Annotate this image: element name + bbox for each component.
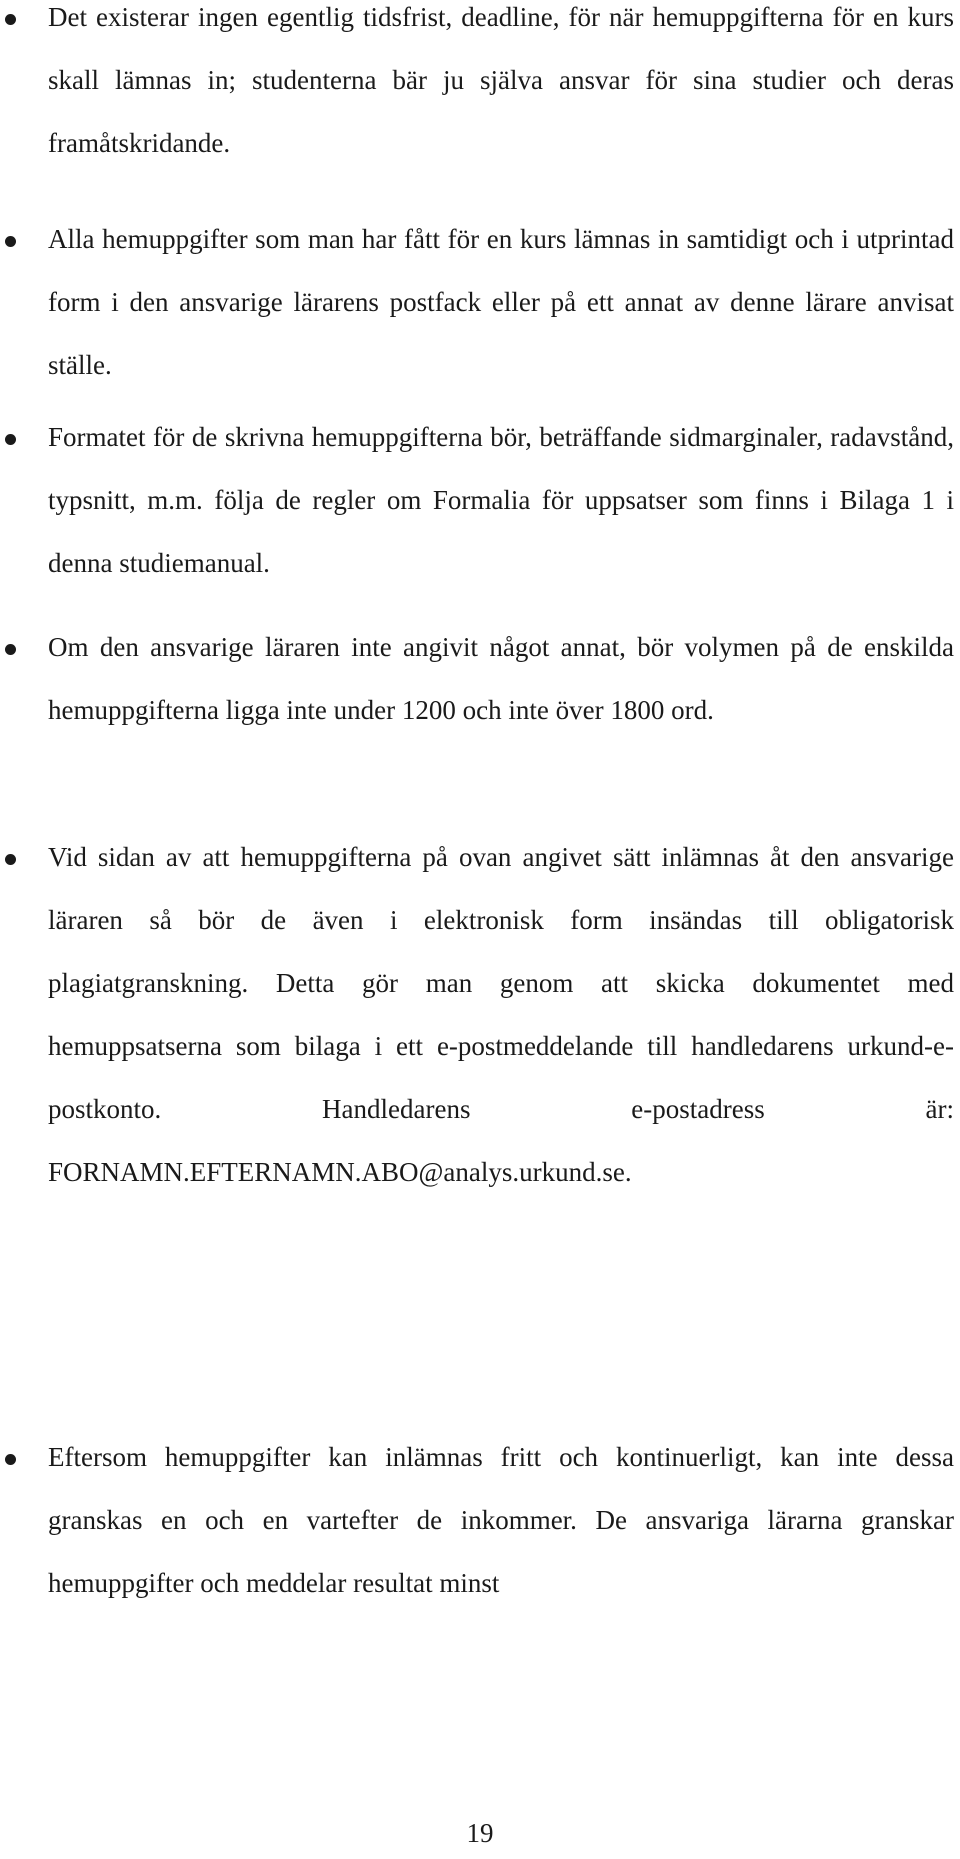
- bullet-text: Alla hemuppgifter som man har fått för en kurs lämnas in samtidigt och i utprintad form i den ansvarige lärarens postfack eller på ett annat av denne lärare anvisat ställe.: [48, 224, 954, 380]
- bullet-icon: [5, 644, 16, 655]
- bullet-text: Vid sidan av att hemuppgifterna på ovan angivet sätt inlämnas åt den ansvarige läraren så bör de även i elektronisk form insändas till obligatorisk plagiatgranskning. Detta gör man genom att skicka dokumentet med hemuppsatserna som bilaga i ett e-postmeddelande till handledarens urkund-e-postkonto. Handledarens e-postadress är: FORNAMN.EFTERNAMN.ABO@analys.urkund.se.: [48, 842, 954, 1187]
- bullet-icon: [5, 1454, 16, 1465]
- bullet-icon: [5, 854, 16, 865]
- bullet-text: Det existerar ingen egentlig tidsfrist, deadline, för när hemuppgifterna för en kurs skall lämnas in; studenterna bär ju själva ansvar för sina studier och deras framåtskridande.: [48, 2, 954, 158]
- page-number: 19: [466, 1818, 494, 1848]
- bullet-icon: [5, 236, 16, 247]
- bullet-text: Eftersom hemuppgifter kan inlämnas fritt och kontinuerligt, kan inte dessa granskas en och en vartefter de inkommer. De ansvariga lärarna granskar hemuppgifter och meddelar resultat minst: [48, 1442, 954, 1598]
- bullet-icon: [5, 434, 16, 445]
- bullet-text: Om den ansvarige läraren inte angivit något annat, bör volymen på de enskilda hemuppgifterna ligga inte under 1200 och inte över 1800 ord.: [48, 632, 954, 725]
- bullet-text: Formatet för de skrivna hemuppgifterna bör, beträffande sidmarginaler, radavstånd, typsnitt, m.m. följa de regler om Formalia för uppsatser som finns i Bilaga 1 i denna studiemanual.: [48, 422, 954, 578]
- bullet-icon: [5, 14, 16, 25]
